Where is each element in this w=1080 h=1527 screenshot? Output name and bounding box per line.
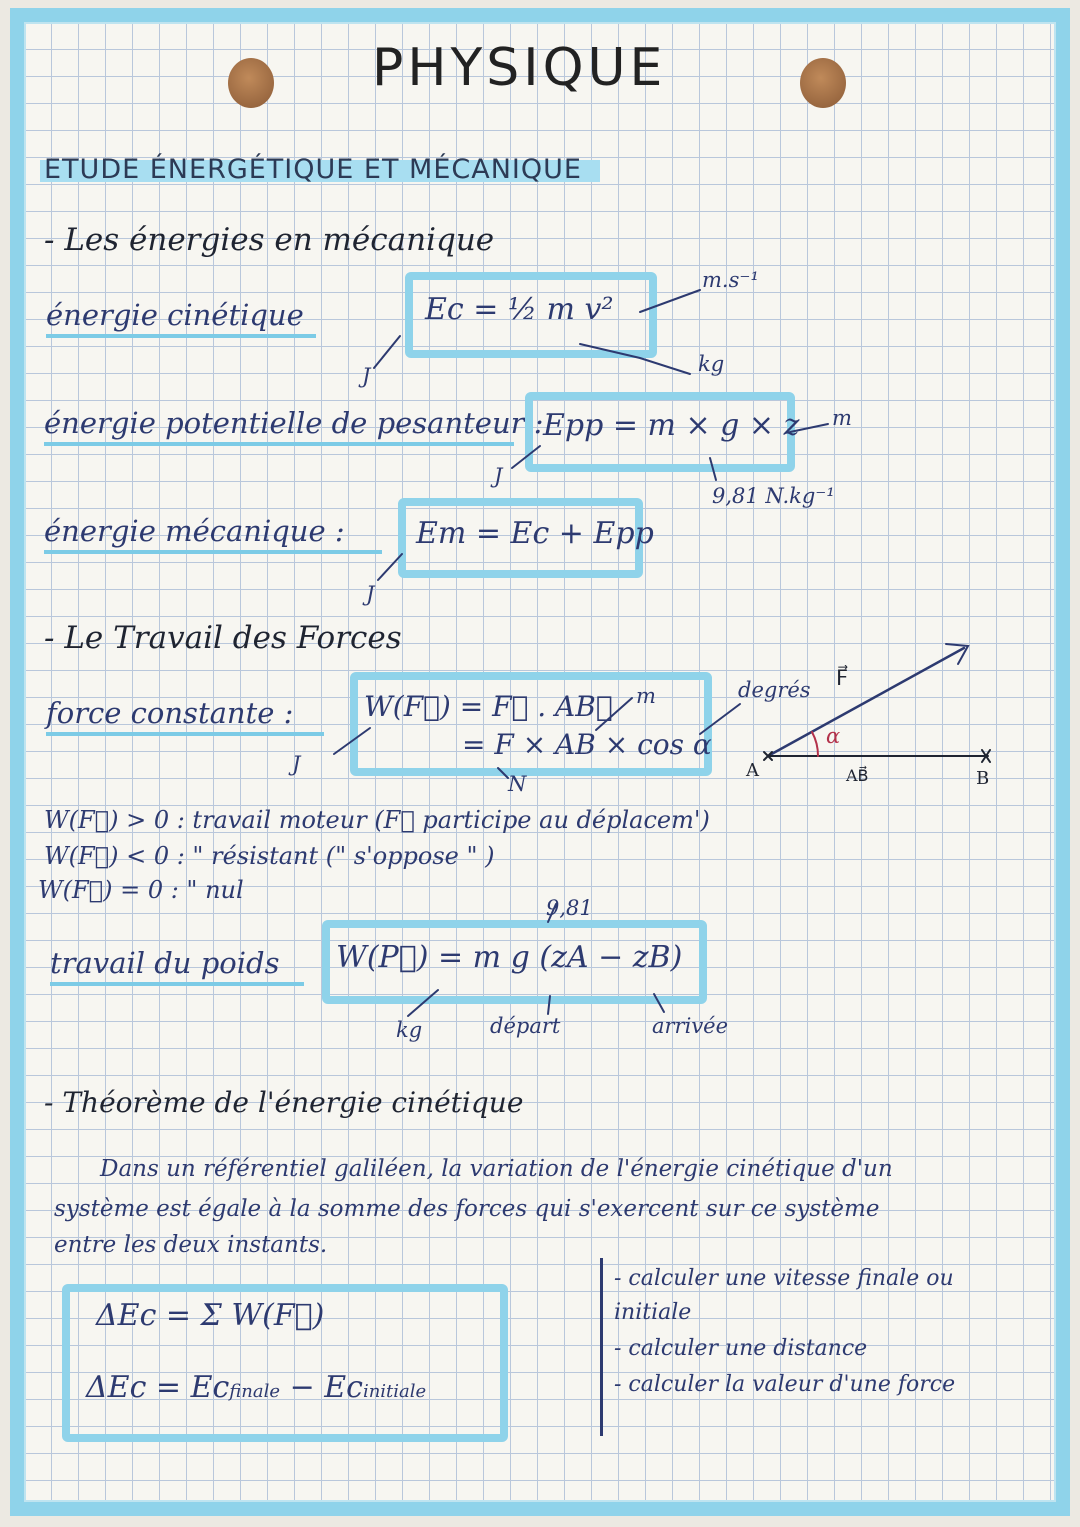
kinetic-unit-v: m.s⁻¹ — [702, 268, 759, 292]
diagram-label-alpha: α — [826, 724, 841, 748]
kinetic-unit-E: J — [362, 364, 371, 388]
diagram-label-F: F⃗ — [836, 666, 849, 690]
work-formula-line2: = F × AB × cos α — [462, 728, 712, 761]
work-formula-line1: W(F⃗) = F⃗ . AB⃗ — [364, 690, 613, 723]
work-case-positive: W(F⃗) > 0 : travail moteur (F⃗ participe au déplacem') — [44, 806, 710, 834]
work-unit-m: m — [636, 684, 656, 708]
kinetic-label: énergie cinétique — [46, 298, 316, 338]
use-item-1: - calculer une vitesse finale ou — [614, 1266, 954, 1291]
vector-diagram — [764, 644, 990, 762]
weight-g-value: 9,81 — [546, 896, 593, 920]
mechanical-formula: Em = Ec + Epp — [416, 516, 654, 551]
use-item-2: - calculer une distance — [614, 1336, 868, 1361]
use-item-3: - calculer la valeur d'une force — [614, 1372, 956, 1397]
weight-depart: départ — [490, 1014, 561, 1038]
theorem-text-line2: système est égale à la somme des forces qui s'exercent sur ce système — [54, 1196, 880, 1222]
weight-formula: W(P⃗) = m g (zA − zB) — [336, 940, 683, 975]
diagram-label-AB: AB⃗ — [846, 766, 869, 785]
potential-unit-g: 9,81 N.kg⁻¹ — [712, 484, 835, 508]
theorem-formula1: ΔEc = Σ W(F⃗) — [96, 1298, 325, 1333]
work-unit-degrees: degrés — [738, 678, 811, 702]
work-case-negative: W(F⃗) < 0 : " résistant (" s'oppose " ) — [44, 842, 495, 870]
theorem-formula2: ΔEc = Ecfinale − Ecinitiale — [86, 1370, 427, 1405]
work-case-zero: W(F⃗) = 0 : " nul — [38, 876, 244, 904]
diagram-label-A: A — [746, 760, 759, 781]
potential-formula: Epp = m × g × z — [543, 408, 800, 443]
weight-unit-kg: kg — [396, 1018, 423, 1042]
work-unit-N: N — [508, 772, 527, 796]
work-heading: - Le Travail des Forces — [44, 620, 402, 656]
section-heading: ETUDE ÉNERGÉTIQUE ET MÉCANIQUE — [40, 154, 600, 185]
theorem-heading: - Théorème de l'énergie cinétique — [44, 1086, 524, 1119]
kinetic-unit-m: kg — [698, 352, 725, 376]
diagram-label-B: B — [976, 768, 990, 789]
mechanical-label: énergie mécanique : — [44, 514, 382, 554]
potential-unit-z: m — [832, 406, 852, 430]
weight-work-label: travail du poids — [50, 946, 304, 986]
theorem-text-line3: entre les deux instants. — [54, 1232, 328, 1258]
weight-arrivee: arrivée — [652, 1014, 729, 1038]
potential-label: énergie potentielle de pesanteur : — [44, 406, 514, 446]
page-title: PHYSIQUE — [372, 38, 667, 98]
use-item-1-cont: initiale — [614, 1300, 692, 1325]
work-unit-J: J — [292, 752, 301, 776]
energies-heading: - Les énergies en mécanique — [44, 222, 495, 258]
constant-force-label: force constante : — [46, 696, 324, 736]
kinetic-formula: Ec = ½ m v² — [425, 292, 614, 327]
theorem-text-line1: Dans un référentiel galiléen, la variation de l'énergie cinétique d'un — [100, 1156, 893, 1182]
mechanical-unit-E: J — [366, 582, 375, 606]
potential-unit-E: J — [494, 464, 503, 488]
